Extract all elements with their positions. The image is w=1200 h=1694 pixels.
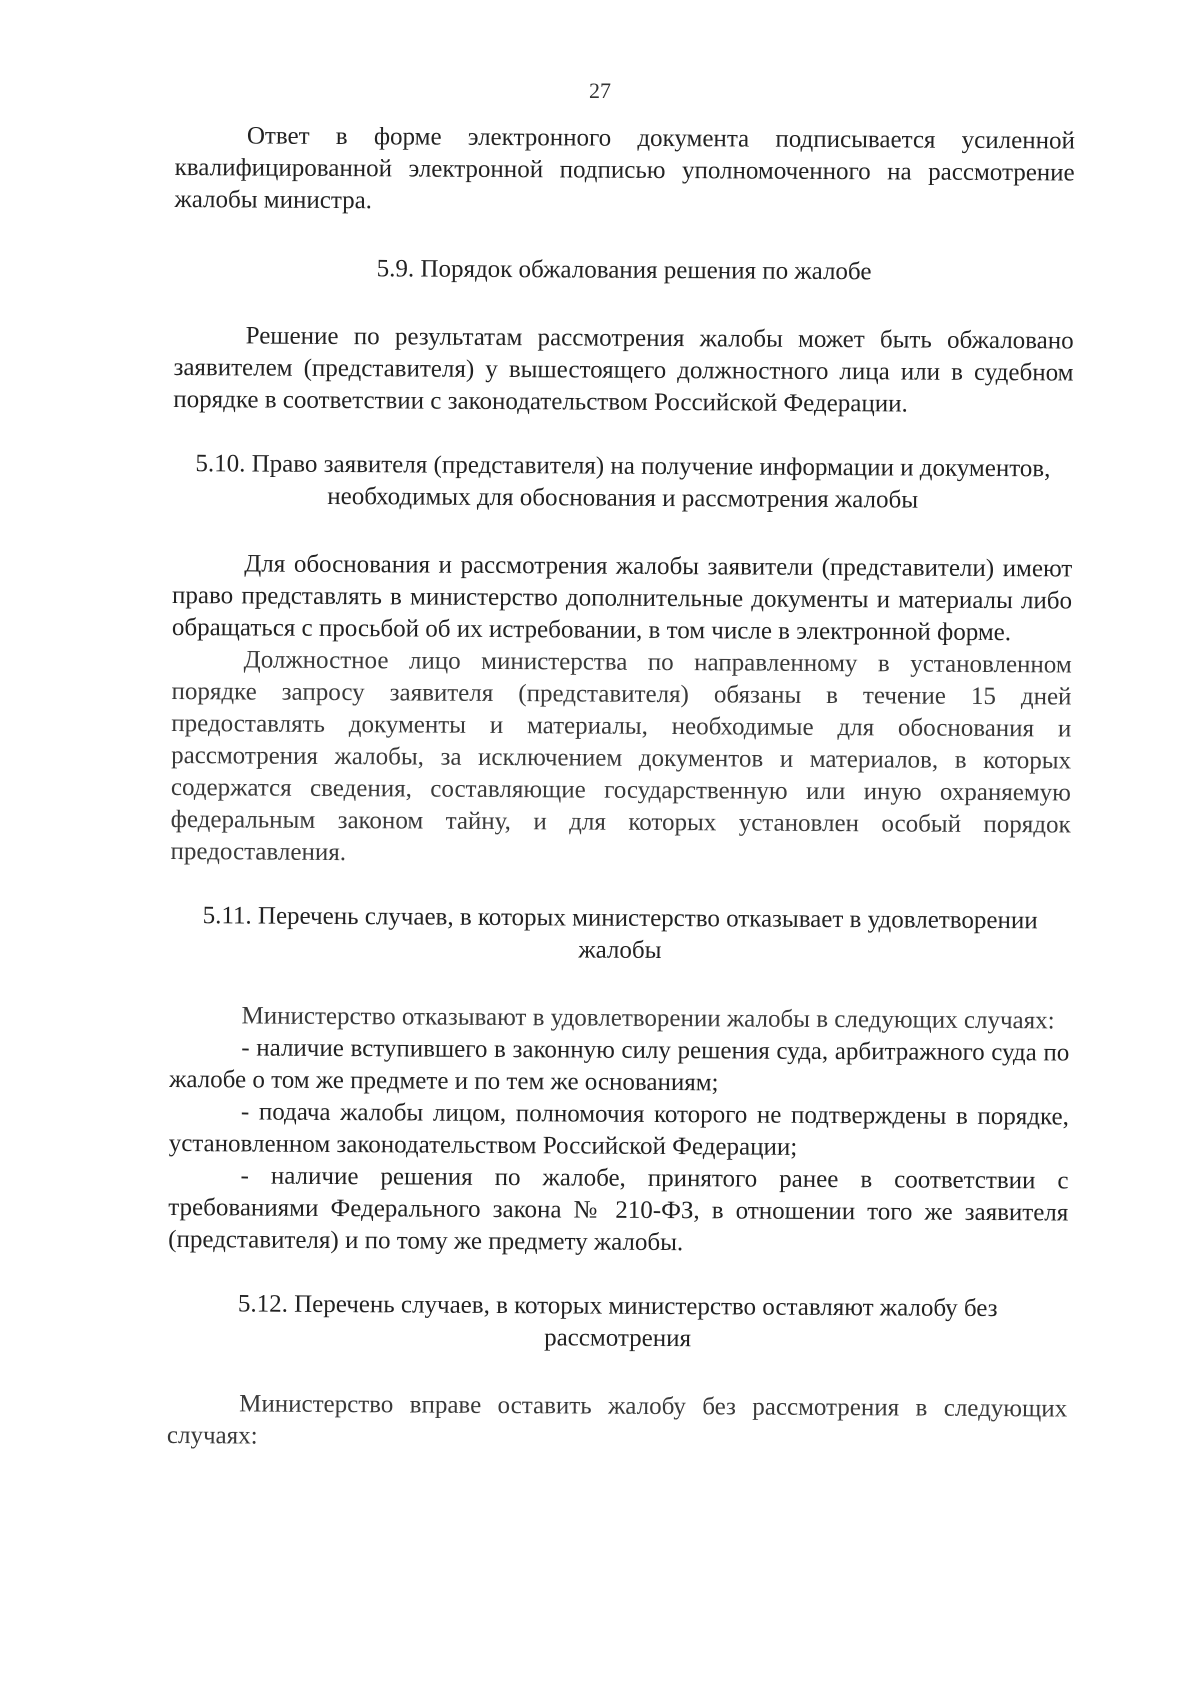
paragraph-right-to-submit: Для обоснования и рассмотрения жалобы заявители (представители) имеют право представлять в министерство дополнительные документы и материалы либо обращаться с просьбой об их истребовании, в том числе в электронной форме.	[171, 550, 1073, 647]
list-item-unconfirmed-authority: - подача жалобы лицом, полномочия которого не подтверждены в порядке, установленном законодательством Российской Федерации;	[168, 1098, 1070, 1161]
paragraph-no-review-cases: Министерство вправе оставить жалобу без рассмотрения в следующих случаях:	[166, 1390, 1068, 1450]
heading-5-9: 5.9. Порядок обжалования решения по жалобе	[376, 255, 872, 286]
paragraph-appeal-decision: Решение по результатам рассмотрения жалобы может быть обжаловано заявителем (представителя) у вышестоящего должностного лица или в судебном порядке в соответствии с законодательством Российской Федерации.	[173, 322, 1074, 418]
paragraph-electronic-answer: Ответ в форме электронного документа подписывается усиленной квалифицированной электронной подписью уполномоченного на рассмотрение жалобы министра.	[174, 122, 1075, 215]
paragraph-refusal-cases: Министерство отказывают в удовлетворении жалобы в следующих случаях:	[241, 1002, 1055, 1035]
document-body	[167, 120, 1075, 1457]
heading-5-10: 5.10. Право заявителя (представителя) на получение информации и документов, необходимых для обоснования и рассмотрения жалобы	[195, 450, 1051, 514]
page-number: 27	[589, 78, 611, 103]
heading-5-12: 5.12. Перечень случаев, в которых министерство оставляют жалобу без рассмотрения	[237, 1290, 998, 1353]
heading-5-11: 5.11. Перечень случаев, в которых министерство отказывает в удовлетворении жалобы	[202, 902, 1038, 964]
list-item-court-decision: - наличие вступившего в законную силу решения суда, арбитражного суда по жалобе о том же предмете и по тем же основаниям;	[169, 1034, 1070, 1097]
list-item-prior-decision: - наличие решения по жалобе, принятого ранее в соответствии с требованиями Федерального закона № 210-ФЗ, в отношении того же заявителя (представителя) и по тому же предмету жалобы.	[168, 1162, 1069, 1257]
paragraph-official-obligation: Должностное лицо министерства по направленному в установленном порядке запросу заявителя (представителя) обязаны в течение 15 дней предоставлять документы и материалы, необходимые для обоснования и рассмотрения жалобы, за исключением документов и материалов, в которых содержатся сведения, составляющие государственную или иную охраняемую федеральным законом тайну, и для которых установлен особый порядок предоставления.	[170, 646, 1072, 867]
